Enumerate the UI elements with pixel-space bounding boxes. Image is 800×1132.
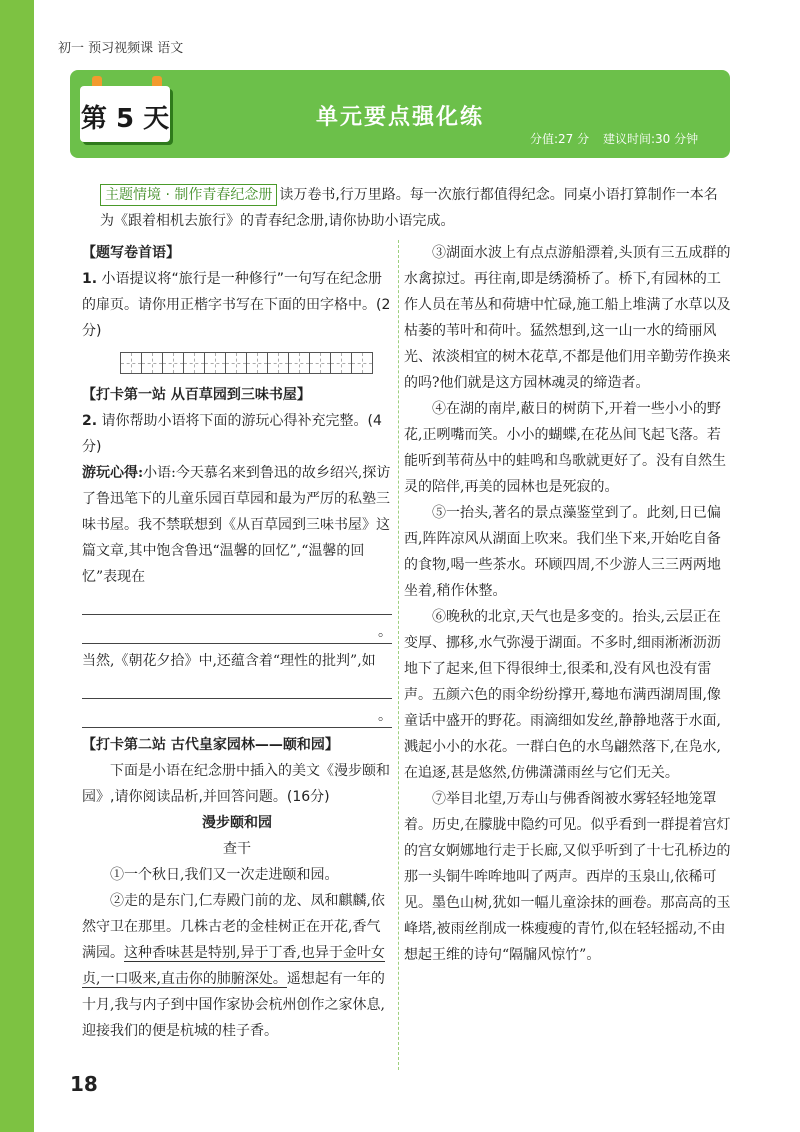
left-column bbox=[82, 240, 392, 1044]
essay-paragraph-5: ⑤一抬头,著名的景点藻鉴堂到了。此刻,日已偏西,阵阵凉风从湖面上吹来。我们坐下来,开始吃自备的食物,喝一些茶水。环顾四周,不少游人三三两两地坐着,稍作休整。 bbox=[404, 505, 721, 599]
essay-paragraph-1: ①一个秋日,我们又一次走进颐和园。 bbox=[110, 867, 339, 883]
answer-line[interactable]: 。 bbox=[82, 703, 392, 728]
banner-meta bbox=[520, 130, 698, 147]
underlined-sentence: 这种香味甚是特别,异于丁香,也异于金叶女贞,一口吸来,直击你的肺腑深处。 bbox=[82, 945, 385, 987]
day-label: 第 5 天 bbox=[80, 104, 170, 134]
question-3-intro: 下面是小语在纪念册中插入的美文《漫步颐和园》,请你阅读品析,并回答问题。(16分) bbox=[82, 763, 390, 805]
essay-paragraph-6: ⑥晚秋的北京,天气也是多变的。抬头,云层正在变厚、挪移,水气弥漫于湖面。不多时,细雨淅淅沥沥地下了起来,但下得很绅士,很柔和,没有风也没有雷声。五颜六色的雨伞纷纷撑开,蓦地布满西湖周围,像童话中盛开的野花。雨滴细如发丝,静静地落于水面,溅起小小的水花。一群白色的水鸟翩然落下,在凫水,在追逐,甚是悠然,仿佛潇潇雨丝与它们无关。 bbox=[404, 609, 721, 781]
time-label: 建议时间:30 分钟 bbox=[602, 132, 699, 146]
answer-prompt-2: 当然,《朝花夕拾》中,还蕴含着“理性的批判”,如 bbox=[82, 653, 376, 669]
answer-prompt: 游玩心得:小语:今天慕名来到鲁迅的故乡绍兴,探访了鲁迅笔下的儿童乐园百草园和最为严厉的私塾三味书屋。我不禁联想到《从百草园到三味书屋》这篇文章,其中饱含鲁迅“温馨的回忆”,“温馨的回忆”表现在 bbox=[82, 465, 391, 585]
section-heading: 【打卡第二站 古代皇家园林——颐和园】 bbox=[82, 737, 339, 753]
essay-title: 漫步颐和园 bbox=[202, 815, 272, 831]
essay-author: 查干 bbox=[223, 841, 251, 857]
answer-line[interactable]: 。 bbox=[82, 619, 392, 644]
section-heading: 【题写卷首语】 bbox=[82, 245, 180, 261]
answer-line[interactable] bbox=[82, 590, 392, 615]
page-number: 18 bbox=[70, 1072, 98, 1096]
score-label: 分值:27 分 bbox=[530, 132, 590, 146]
essay-paragraph-3: ③湖面水波上有点点游船漂着,头顶有三五成群的水禽掠过。再往南,即是绣漪桥了。桥下,有园林的工作人员在苇丛和荷塘中忙碌,施工船上堆满了水草以及枯萎的苇叶和荷叶。猛然想到,这一山一水的绮丽风光、浓淡相宜的树木花草,不都是他们用辛勤劳作换来的吗?他们就是这方园林魂灵的缔造者。 bbox=[404, 245, 731, 391]
writing-grid[interactable] bbox=[120, 352, 392, 374]
day-badge bbox=[80, 86, 170, 142]
intro-paragraph bbox=[100, 182, 730, 234]
green-side-strip bbox=[0, 0, 34, 1132]
banner-title: 单元要点强化练 bbox=[315, 105, 484, 130]
column-divider bbox=[398, 240, 399, 1070]
right-column bbox=[404, 240, 732, 968]
theme-tag: 主题情境 · 制作青春纪念册 bbox=[100, 184, 277, 206]
running-header: 初一 预习视频课 语文 bbox=[58, 41, 184, 56]
intro-text: 读万卷书,行万里路。每一次旅行都值得纪念。同桌小语打算制作一本名为《跟着相机去旅行》的青春纪念册,请你协助小语完成。 bbox=[100, 187, 718, 229]
question-1: 1. 小语提议将“旅行是一种修行”一句写在纪念册的扉页。请你用正楷字书写在下面的田字格中。(2分) bbox=[82, 271, 391, 339]
essay-paragraph-2: ②走的是东门,仁寿殿门前的龙、凤和麒麟,依然守卫在那里。几株古老的金桂树正在开花,香气满园。这种香味甚是特别,异于丁香,也异于金叶女贞,一口吸来,直击你的肺腑深处。遥想起有一年的十月,我与内子到中国作家协会杭州创作之家休息,迎接我们的便是杭城的桂子香。 bbox=[82, 893, 385, 1039]
question-2: 2. 请你帮助小语将下面的游玩心得补充完整。(4分) bbox=[82, 413, 382, 455]
section-heading: 【打卡第一站 从百草园到三味书屋】 bbox=[82, 387, 311, 403]
answer-line[interactable] bbox=[82, 674, 392, 699]
essay-paragraph-4: ④在湖的南岸,蔽日的树荫下,开着一些小小的野花,正咧嘴而笑。小小的蝴蝶,在花丛间飞起飞落。若能听到苇荷丛中的蛙鸣和鸟歌就更好了。没有自然生灵的陪伴,再美的园林也是死寂的。 bbox=[404, 401, 726, 495]
essay-paragraph-7: ⑦举目北望,万寿山与佛香阁被水雾轻轻地笼罩着。历史,在朦胧中隐约可见。似乎看到一群提着宫灯的宫女婀娜地行走于长廊,又似乎听到了十七孔桥边的那一头铜牛哞哞地叫了两声。西岸的玉泉山,依稀可见。墨色山树,犹如一幅儿童涂抹的画卷。那高高的玉峰塔,被雨丝削成一株瘦瘦的青竹,似在轻轻摇动,不由想起王维的诗句“隔牖风惊竹”。 bbox=[404, 791, 731, 963]
